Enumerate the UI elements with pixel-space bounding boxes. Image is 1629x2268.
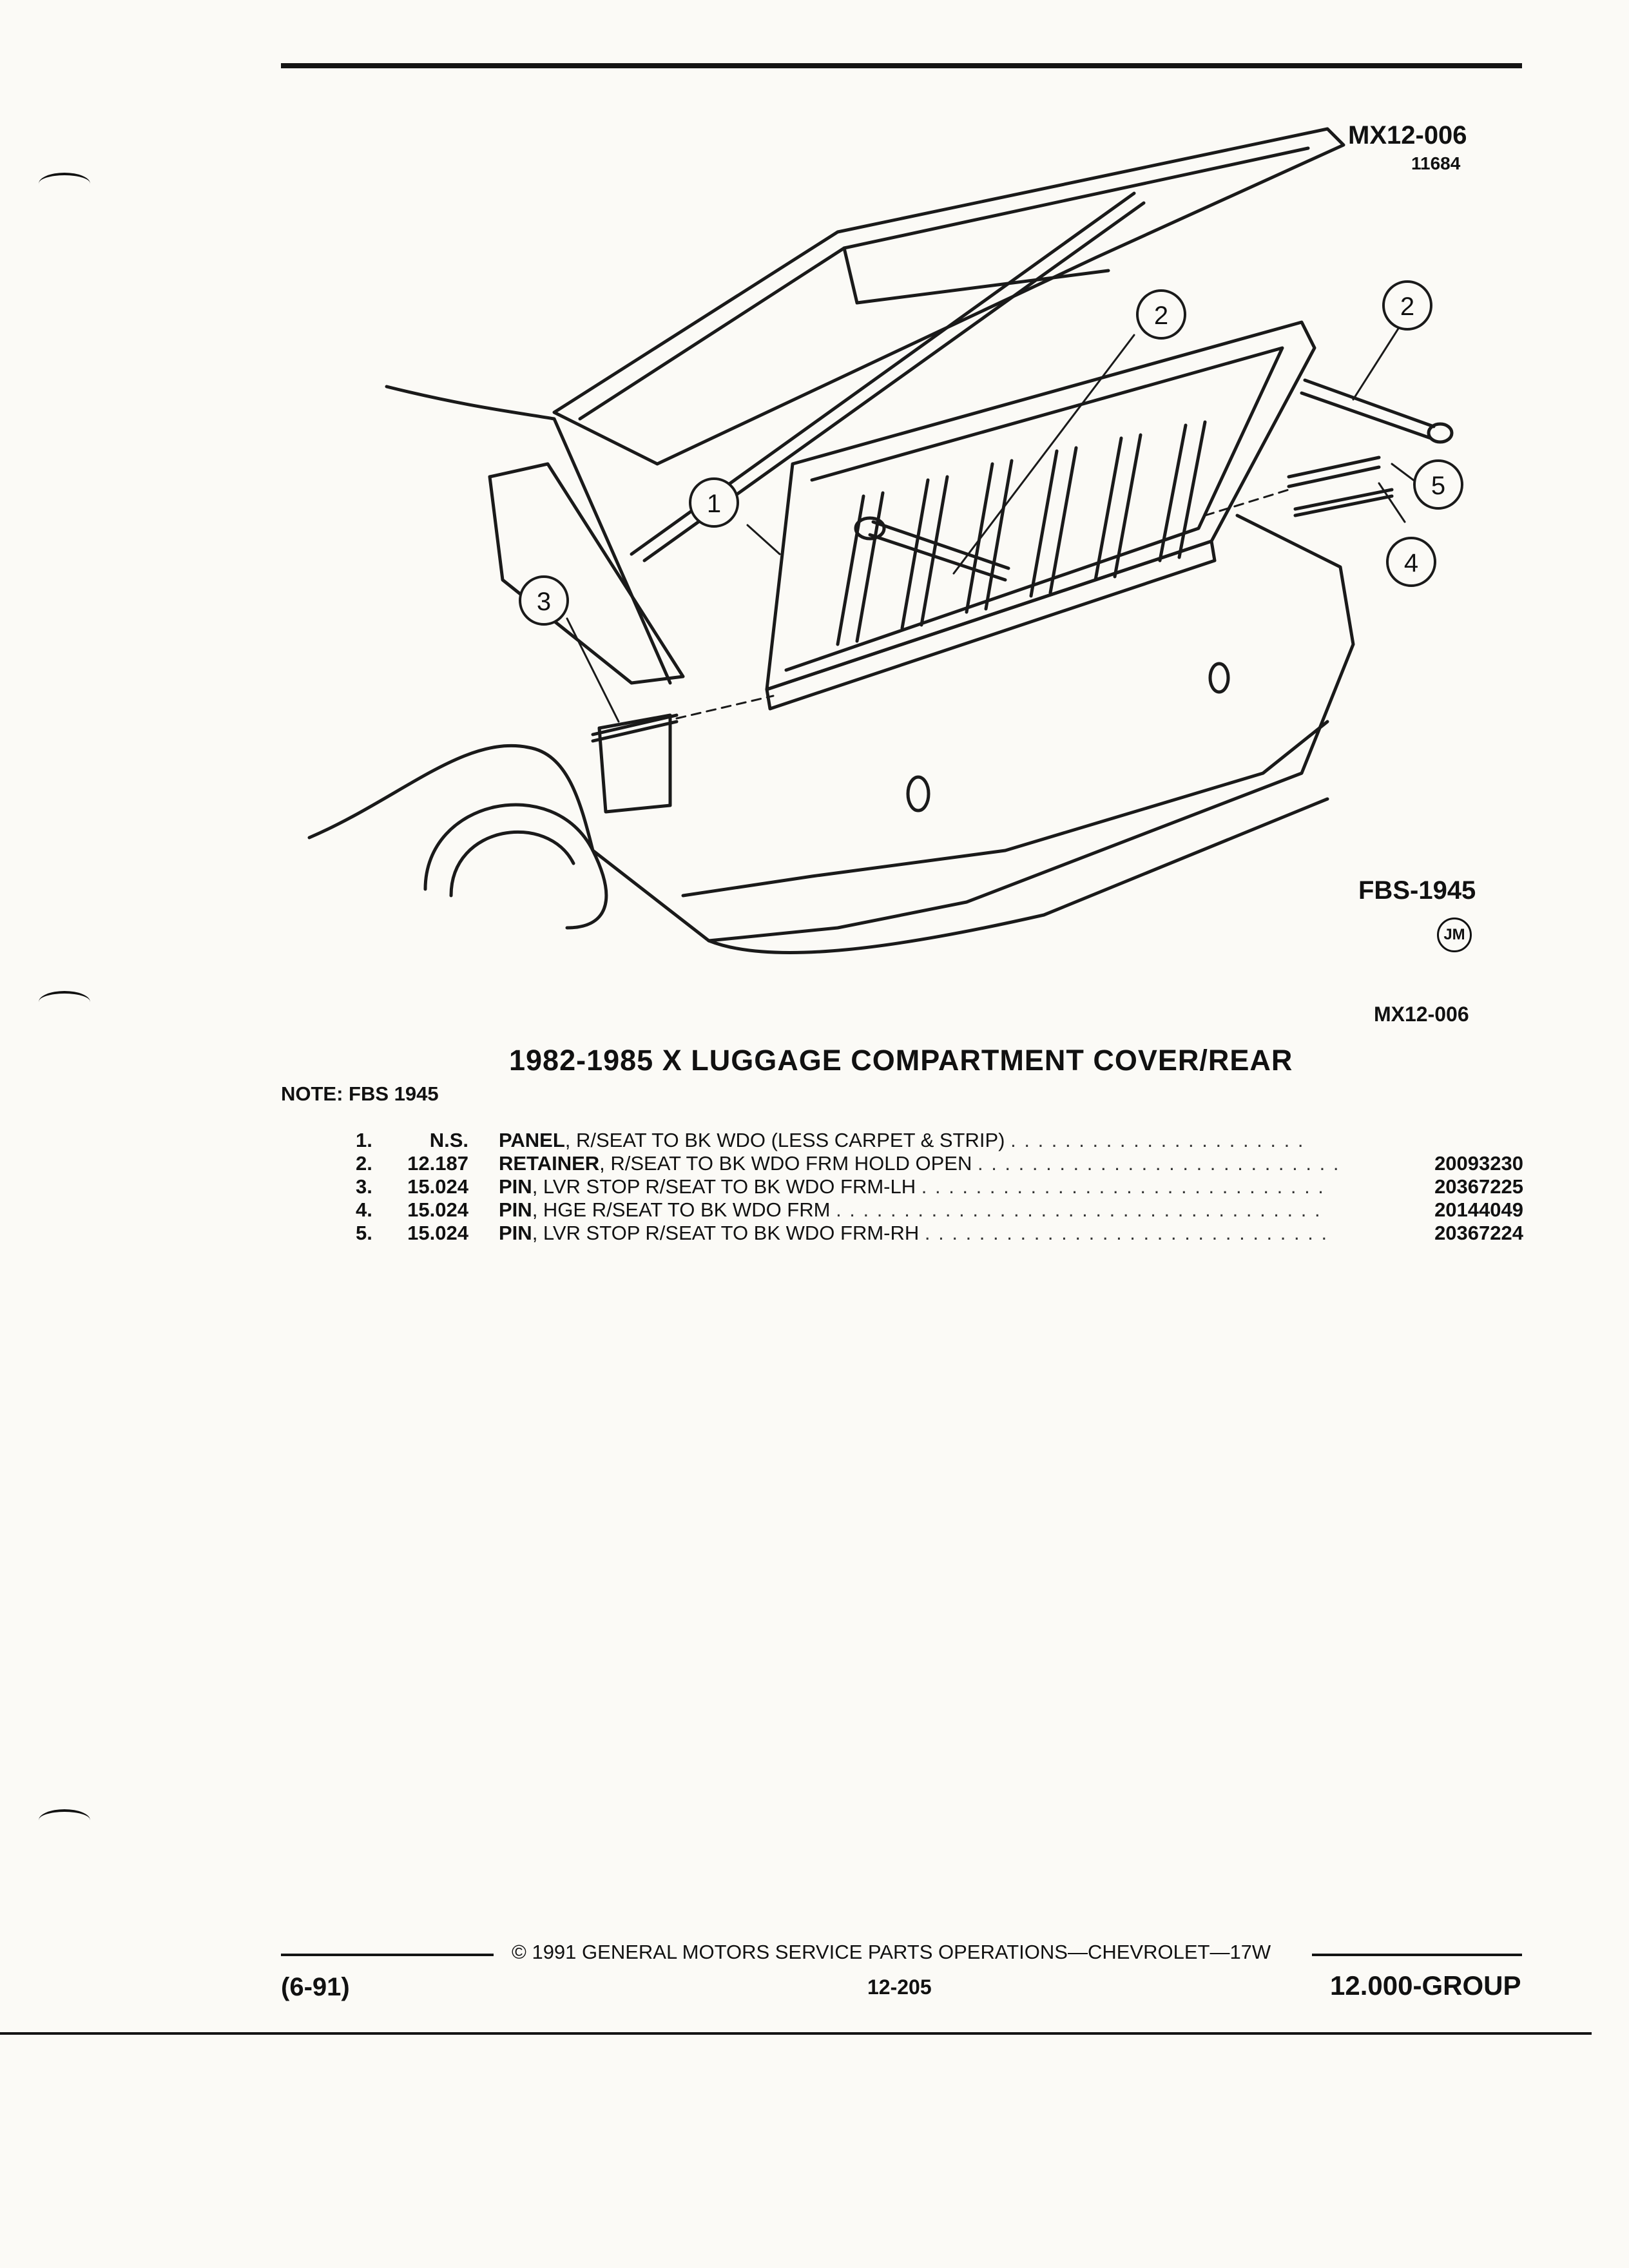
bumper: [683, 722, 1327, 896]
artist-mark-text: JM: [1437, 918, 1472, 952]
leader-dots: . . . . . . . . . . . . . . . . . . . . . . . . . . . . . . . . . . . .: [836, 1198, 1322, 1221]
part-number: 20144049: [1434, 1198, 1523, 1221]
part-name: PIN: [499, 1222, 532, 1244]
part-name: PANEL: [499, 1129, 565, 1151]
leader-dots: . . . . . . . . . . . . . . . . . . . . . .: [1010, 1129, 1305, 1151]
part-description: , R/SEAT TO BK WDO (LESS CARPET & STRIP): [564, 1129, 1005, 1151]
ref-code-bottom: MX12-006: [1374, 1003, 1469, 1026]
part-group: 15.024: [407, 1222, 468, 1244]
artist-mark: [1437, 918, 1472, 952]
part-item-number: 1.: [356, 1129, 372, 1151]
part-group: 15.024: [407, 1175, 468, 1198]
footer-group: 12.000-GROUP: [1330, 1970, 1521, 2001]
callout-1: 1: [706, 490, 722, 518]
retainer-rod-outer: [1302, 393, 1431, 438]
footer-page-number: 12-205: [867, 1975, 932, 1999]
part-group: 12.187: [407, 1152, 468, 1175]
callout-2a: 2: [1153, 302, 1169, 330]
part-item-number: 2.: [356, 1152, 372, 1175]
part-item-number: 4.: [356, 1198, 372, 1221]
parts-row: [356, 1175, 1523, 1198]
parts-row: [356, 1198, 1523, 1222]
ref-code-top: MX12-006: [1348, 121, 1467, 149]
ref-number: 11684: [1411, 153, 1461, 173]
part-number: 20367224: [1434, 1222, 1523, 1244]
hatch-glass: [554, 129, 1344, 464]
callout-4: 4: [1403, 549, 1419, 577]
part-number: 20093230: [1434, 1152, 1523, 1175]
footer-revision: (6-91): [281, 1973, 350, 2001]
callout-3: 3: [536, 588, 552, 616]
part-name: PIN: [499, 1175, 532, 1198]
callout-5: 5: [1431, 472, 1446, 500]
binder-mark-bottom: [39, 1809, 90, 1831]
leader-dots: . . . . . . . . . . . . . . . . . . . . . . . . . . . . . .: [921, 1175, 1325, 1198]
parts-row: [356, 1222, 1523, 1245]
tail-lamp-right: [1210, 664, 1228, 692]
car-roofline: [387, 387, 670, 683]
part-name: PIN: [499, 1198, 532, 1221]
pin-item-5: [1289, 457, 1379, 477]
parts-row: [356, 1129, 1523, 1152]
bottom-rule: [0, 2032, 1592, 2035]
tail-lamp-left: [908, 777, 929, 811]
parts-list: [356, 1129, 1523, 1245]
part-item-number: 3.: [356, 1175, 372, 1198]
footer-rule-right: [1312, 1954, 1522, 1956]
part-description: , HGE R/SEAT TO BK WDO FRM: [532, 1198, 831, 1221]
section-note: NOTE: FBS 1945: [281, 1082, 439, 1105]
part-name: RETAINER: [499, 1152, 600, 1175]
fbs-label: FBS-1945: [1358, 876, 1476, 905]
footer-rule-left: [281, 1954, 494, 1956]
leader-dots: . . . . . . . . . . . . . . . . . . . . . . . . . . .: [977, 1152, 1340, 1175]
footer-copyright: © 1991 GENERAL MOTORS SERVICE PARTS OPERATIONS—CHEVROLET—17W: [512, 1941, 1271, 1963]
part-group: 15.024: [407, 1198, 468, 1221]
part-group: N.S.: [429, 1129, 468, 1151]
part-item-number: 5.: [356, 1222, 372, 1244]
part-description: , R/SEAT TO BK WDO FRM HOLD OPEN: [599, 1152, 972, 1175]
leader-dots: . . . . . . . . . . . . . . . . . . . . . . . . . . . . . .: [924, 1222, 1329, 1244]
parts-row: [356, 1152, 1523, 1175]
section-title: 1982-1985 X LUGGAGE COMPARTMENT COVER/REAR: [509, 1044, 1293, 1077]
part-description: , LVR STOP R/SEAT TO BK WDO FRM-LH: [532, 1175, 916, 1198]
callout-2b: 2: [1400, 293, 1415, 321]
exploded-view-diagram: [0, 0, 1629, 1005]
seat-back-panel: [767, 322, 1315, 689]
car-body-side: [309, 745, 593, 850]
wheel-arch: [425, 805, 606, 928]
part-description: , LVR STOP R/SEAT TO BK WDO FRM-RH: [532, 1222, 920, 1244]
hinge-strip: [767, 541, 1215, 709]
part-number: 20367225: [1434, 1175, 1523, 1198]
